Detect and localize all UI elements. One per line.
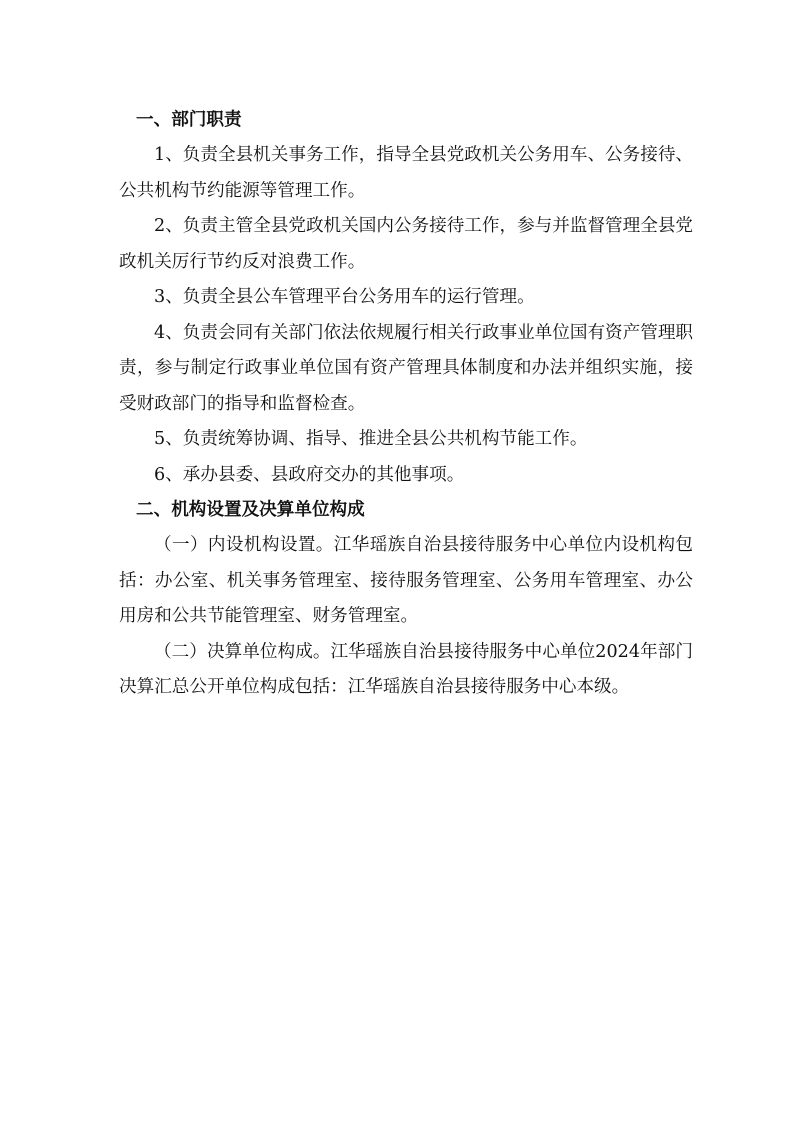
duty-item-1: 1、负责全县机关事务工作，指导全县党政机关公务用车、公务接待、公共机构节约能源等管理工作。 xyxy=(119,145,694,201)
duty-item-6: 6、承办县委、县政府交办的其他事项。 xyxy=(154,464,465,485)
org-item-2: （二）决算单位构成。江华瑶族自治县接待服务中心单位2024年部门决算汇总公开单位构成包括：江华瑶族自治县接待服务中心本级。 xyxy=(119,641,693,697)
document-body xyxy=(119,103,693,706)
duty-item-3: 3、负责全县公车管理平台公务用车的运行管理。 xyxy=(154,287,535,307)
duty-item-2: 2、负责主管全县党政机关国内公务接待工作，参与并监督管理全县党政机关厉行节约反对浪费工作。 xyxy=(119,216,694,272)
section-heading-organization: 二、机构设置及决算单位构成 xyxy=(136,500,365,520)
org-item-1: （一）内设机构设置。江华瑶族自治县接待服务中心单位内设机构包括：办公室、机关事务管理室、接待服务管理室、公务用车管理室、办公用房和公共节能管理室、财务管理室。 xyxy=(119,535,693,626)
duty-item-5: 5、负责统筹协调、指导、推进全县公共机构节能工作。 xyxy=(154,429,588,449)
duty-item-4: 4、负责会同有关部门依法依规履行相关行政事业单位国有资产管理职责，参与制定行政事业单位国有资产管理具体制度和办法并组织实施，接受财政部门的指导和监督检查。 xyxy=(119,322,694,414)
section-heading-duties: 一、部门职责 xyxy=(136,110,242,130)
